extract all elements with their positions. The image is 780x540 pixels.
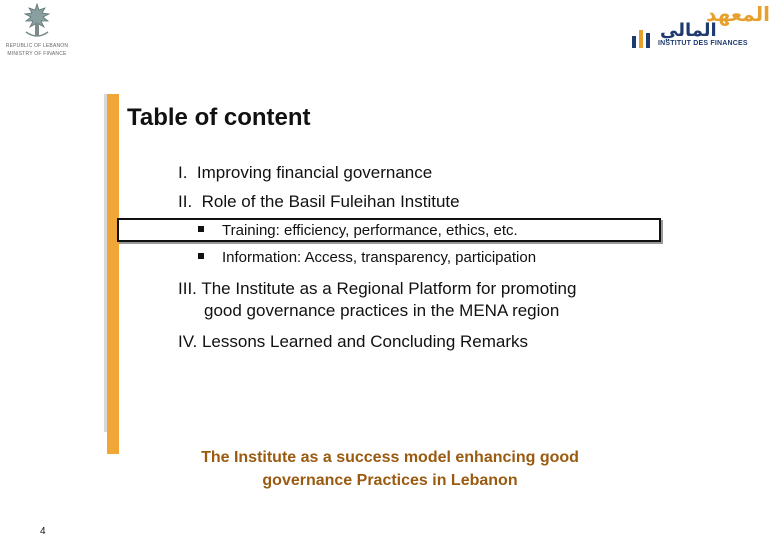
institute-bars-icon: [630, 26, 656, 48]
institute-logo: [630, 2, 776, 52]
toc-item-3: [178, 278, 576, 322]
note-line2: governance Practices in Lebanon: [262, 472, 518, 489]
cedar-emblem-icon: [22, 2, 52, 40]
sub-item-text: Information: Access, transparency, participation: [222, 249, 537, 266]
ministry-logo: [2, 2, 72, 60]
toc-item-1: [178, 162, 432, 184]
bullet-icon: [198, 253, 204, 259]
toc-item-text: Role of the Basil Fuleihan Institute: [201, 192, 460, 211]
institute-arabic-title: المعهد: [706, 2, 770, 26]
bullet-icon: [198, 226, 204, 232]
sub-item-training: [198, 222, 518, 239]
toc-item-number: IV.: [178, 332, 198, 351]
toc-item-text-line2: good governance practices in the MENA region: [204, 301, 560, 320]
success-model-note: [140, 446, 640, 492]
toc-item-number: I.: [178, 163, 188, 182]
institute-name: INSTITUT DES FINANCES: [658, 40, 748, 47]
toc-item-2: [178, 191, 460, 213]
toc-item-number: II.: [178, 192, 193, 211]
note-line1: The Institute as a success model enhancing good: [201, 449, 579, 466]
slide-title: Table of content: [127, 104, 311, 131]
page-number: 4: [40, 526, 46, 537]
toc-item-number: III.: [178, 279, 197, 298]
toc-item-text: Improving financial governance: [196, 163, 433, 182]
logo-caption-line2: MINISTRY OF FINANCE: [7, 51, 67, 57]
institute-arabic-subtitle: المالي: [660, 20, 717, 41]
toc-item-4: [178, 331, 528, 353]
sub-item-information: [198, 249, 536, 266]
toc-item-text-line1: The Institute as a Regional Platform for promoting: [201, 279, 577, 298]
sub-item-text: Training: efficiency, performance, ethics, etc.: [222, 222, 518, 239]
toc-item-text: Lessons Learned and Concluding Remarks: [201, 332, 528, 351]
logo-caption-line1: REPUBLIC OF LEBANON: [5, 43, 69, 49]
accent-bar: [107, 94, 119, 454]
